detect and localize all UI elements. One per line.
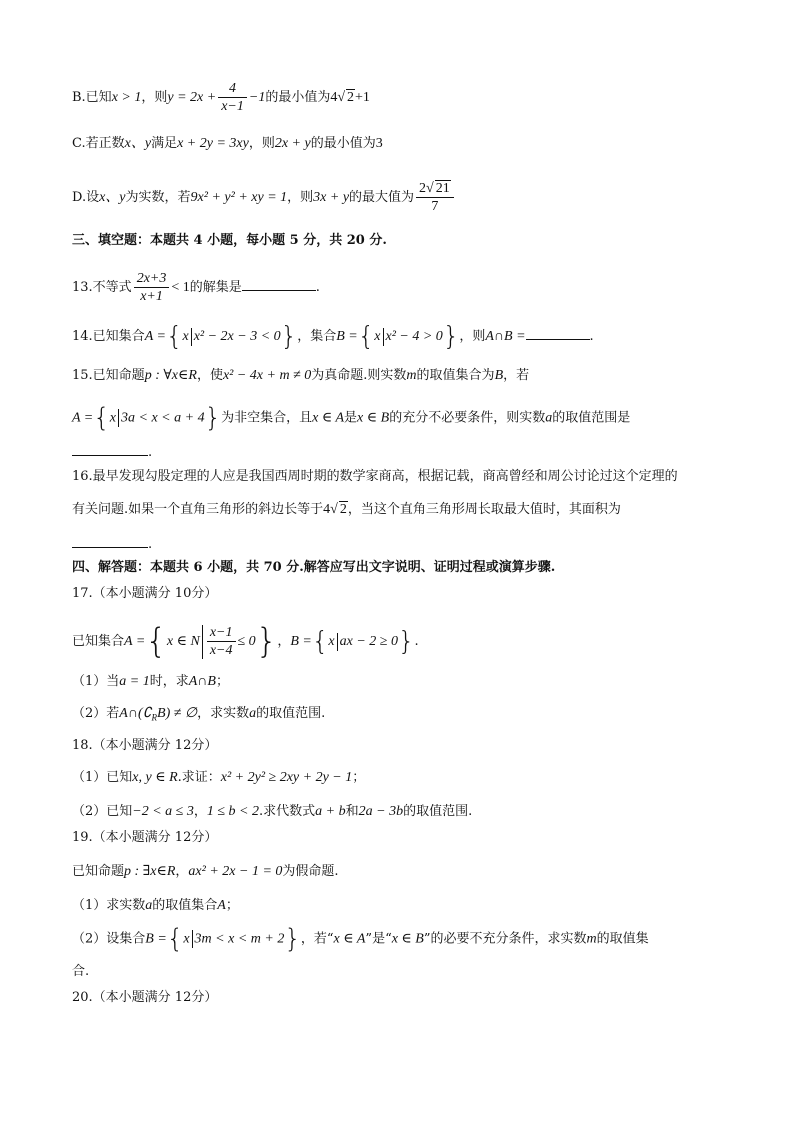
q19-p: p : ∃x∈R bbox=[124, 864, 176, 879]
q15-text4: ，若 bbox=[503, 368, 530, 383]
q19-p2-set: B = bbox=[145, 931, 167, 947]
fraction-denominator: x−4 bbox=[209, 643, 233, 658]
question-19 bbox=[72, 862, 722, 882]
q17-setb-cond: ax − 2 ≥ 0 bbox=[339, 634, 398, 649]
fraction-numerator: x−1 bbox=[207, 624, 236, 642]
option-d-text3: 的最大值为 bbox=[349, 190, 415, 205]
q13-prefix: 13.不等式 bbox=[72, 280, 132, 295]
q15-a: a bbox=[545, 410, 553, 426]
q15-prefix: 15.已知命题 bbox=[72, 368, 145, 383]
q17-p1-text: 时，求 bbox=[149, 674, 189, 689]
option-b-answer-post: +1 bbox=[355, 90, 370, 105]
q19-p2-c1: x ∈ A bbox=[333, 931, 366, 947]
q15-set-var: x bbox=[109, 410, 117, 426]
q18-part-1 bbox=[72, 768, 722, 788]
q17-p1-end: ； bbox=[215, 674, 229, 689]
fraction-numerator: 4 bbox=[218, 80, 247, 98]
section-4-title: 四、解答题：本题共 6 小题，共 70 分.解答应写出文字说明、证明过程或演算步骤. bbox=[72, 560, 556, 575]
q17-p2-sub: R bbox=[151, 712, 158, 723]
q19-p2-text3: ”的必要不充分条件，求实数 bbox=[423, 931, 587, 947]
question-15 bbox=[72, 366, 722, 386]
fraction-denominator: x−1 bbox=[221, 99, 244, 114]
answer-blank bbox=[72, 441, 148, 456]
q14-prefix: 14.已知集合 bbox=[72, 329, 145, 344]
question-16: 16.最早发现勾股定理的人应是我国西周时期的数学家商高，根据记载，商高曾经和周公讨论过这个定理的 bbox=[72, 469, 678, 484]
q19-p1-a: a bbox=[145, 898, 153, 913]
q15-text1: ，使 bbox=[196, 368, 223, 383]
q17-p2-text: ，求实数 bbox=[197, 706, 250, 721]
q17-p2-expr2: B) ≠ ∅ bbox=[157, 706, 198, 721]
option-c bbox=[72, 134, 722, 154]
q20-header: 20.（本小题满分 12分） bbox=[72, 990, 218, 1005]
q17-pre: 已知集合 bbox=[72, 634, 125, 649]
option-b-expr-post: −1 bbox=[248, 90, 266, 105]
q13-text: 的解集是 bbox=[189, 280, 242, 295]
option-b-answer-sqrt: 2 bbox=[347, 90, 355, 105]
option-d-vars: x、y bbox=[99, 190, 126, 205]
answer-denominator: 7 bbox=[431, 199, 439, 214]
q17-seta-rel: ≤ 0 bbox=[237, 634, 256, 649]
q19-p2-text4: 的取值集 bbox=[596, 931, 649, 947]
q18-p2-c2: 1 ≤ b < 2 bbox=[206, 804, 260, 819]
q19-p1-text: 的取值集合 bbox=[152, 898, 218, 913]
question-16-line-2: 有关问题.如果一个直角三角形的斜边长等于4√ 2，当这个直角三角形周长取最大值时，其面积为 bbox=[72, 502, 621, 517]
fraction-numerator: 2x+3 bbox=[134, 270, 170, 288]
q14-text: ，则 bbox=[459, 329, 486, 344]
option-d-expr: 3x + y bbox=[313, 190, 350, 205]
q13-end: . bbox=[315, 280, 320, 295]
q18-p2-sep: ， bbox=[193, 804, 207, 819]
option-b-text: 的最小值为 bbox=[265, 90, 331, 105]
q19-sep: ， bbox=[175, 864, 189, 879]
q19-p2-text1: ，若“ bbox=[300, 931, 334, 947]
q18-p2-c1: −2 < a ≤ 3 bbox=[132, 804, 194, 819]
option-c-answer: 3 bbox=[375, 136, 383, 151]
q16-sqrt: 2 bbox=[339, 502, 347, 517]
q15-set-cond: 3a < x < a + 4 bbox=[121, 410, 205, 426]
q14-end: . bbox=[589, 329, 594, 344]
option-d bbox=[72, 180, 722, 215]
q14-seta-cond: x² − 2x − 3 < 0 bbox=[193, 329, 281, 344]
option-d-text1: 为实数，若 bbox=[125, 190, 191, 205]
q17-setb-var: x bbox=[328, 634, 335, 649]
q18-p2-and: 和 bbox=[345, 804, 359, 819]
q17-seta: A = bbox=[124, 634, 146, 649]
option-c-text3: 的最小值为 bbox=[310, 136, 376, 151]
q18-p2-e1: a + b bbox=[315, 804, 346, 819]
q19-text: 为假命题. bbox=[282, 864, 339, 879]
section-3-title: 三、填空题：本题共 4 小题，每小题 5 分，共 20 分. bbox=[72, 233, 387, 248]
fraction-denominator: x+1 bbox=[140, 289, 163, 304]
q19-p2-cond: 3m < x < m + 2 bbox=[194, 931, 285, 947]
option-b-cond: x > 1 bbox=[111, 90, 142, 105]
q16-coef: 4 bbox=[323, 502, 331, 517]
option-d-answer-fraction: $\frac{2√ 21}{7}$ bbox=[416, 180, 454, 215]
question-16-line-3 bbox=[72, 533, 722, 555]
option-c-text1: 满足 bbox=[151, 136, 178, 151]
option-b-prefix: B.已知 bbox=[72, 90, 112, 105]
q15-line2-text1: 为非空集合，且 bbox=[221, 410, 313, 426]
option-d-prefix: D.设 bbox=[72, 190, 100, 205]
q17-header: 17.（本小题满分 10分） bbox=[72, 586, 218, 601]
q15-end: . bbox=[148, 445, 153, 460]
q19-p1-end: ； bbox=[225, 898, 239, 913]
q19-p2-m: m bbox=[586, 931, 597, 947]
question-13 bbox=[72, 270, 722, 305]
option-b-answer-coef: 4 bbox=[330, 90, 338, 105]
q19-p1-set: A bbox=[217, 898, 226, 913]
q15-text3: 的取值集合为 bbox=[416, 368, 495, 383]
q18-p2-text: .求代数式 bbox=[259, 804, 316, 819]
q19-p2-text2: ”是“ bbox=[365, 931, 392, 947]
option-d-text2: ，则 bbox=[287, 190, 314, 205]
q18-part-2 bbox=[72, 802, 722, 822]
q18-p1-vars: x, y ∈ R bbox=[132, 770, 178, 785]
q19-p1-pre: （1）求实数 bbox=[72, 898, 146, 913]
q17-p1-cond: a = 1 bbox=[119, 674, 150, 689]
q19-p2-c2: x ∈ B bbox=[391, 931, 424, 947]
q14-seta-var: x bbox=[182, 329, 189, 344]
q15-line2-text2: 是 bbox=[344, 410, 358, 426]
q15-line2-text4: 的取值范围是 bbox=[552, 410, 631, 426]
q18-p2-end: 的取值范围. bbox=[403, 804, 473, 819]
q18-header: 18.（本小题满分 12分） bbox=[72, 738, 218, 753]
q15-b: B bbox=[494, 368, 504, 383]
q15-m: m bbox=[406, 368, 417, 383]
q18-p1-end: ； bbox=[352, 770, 366, 785]
q18-p2-pre: （2）已知 bbox=[72, 804, 133, 819]
q19-part-1 bbox=[72, 896, 722, 916]
q19-part-2-line-2: 合. bbox=[72, 964, 90, 979]
q17-seta-fraction bbox=[207, 624, 236, 659]
q18-p2-e2: 2a − 3b bbox=[358, 804, 404, 819]
option-b-fraction bbox=[218, 80, 247, 115]
question-15-line-2: A ={x 3a < x < a + 4}为非空集合，且x ∈ A是x ∈ B的充分不必要条件，则实数a的取值范围是 bbox=[72, 403, 631, 433]
q14-setb-name: B = bbox=[336, 329, 358, 344]
option-c-prefix: C.若正数 bbox=[72, 136, 125, 151]
answer-blank bbox=[72, 533, 148, 548]
answer-blank bbox=[242, 276, 316, 291]
q16-line2-post: ，当这个直角三角形周长取最大值时，其面积为 bbox=[347, 502, 621, 517]
q16-line2-pre: 有关问题.如果一个直角三角形的斜边长等于 bbox=[72, 502, 324, 517]
q15-set-a: A = bbox=[72, 410, 94, 426]
q17-end: . bbox=[414, 634, 419, 649]
q17-sep: ， bbox=[277, 634, 291, 649]
q17-p2-end: 的取值范围. bbox=[256, 706, 326, 721]
q15-c1: x ∈ A bbox=[312, 410, 345, 426]
option-c-vars: x、y bbox=[124, 136, 152, 151]
question-17: 已知集合A ={x ∈ N $\frac{x-1}{x-4}$ ≤ 0}，B ={x ax − 2 ≥ 0}. bbox=[72, 621, 419, 662]
option-c-eq: x + 2y = 3xy bbox=[177, 136, 249, 151]
q17-part-1 bbox=[72, 672, 722, 692]
q15-cond: x² − 4x + m ≠ 0 bbox=[222, 368, 312, 383]
q14-seta-name: A = bbox=[144, 329, 166, 344]
q14-setb-cond: x² − 4 > 0 bbox=[385, 329, 443, 344]
answer-blank bbox=[526, 325, 590, 340]
q18-p1-text: .求证： bbox=[177, 770, 221, 785]
q17-p1-pre: （1）当 bbox=[72, 674, 120, 689]
q17-p2-expr: A∩(∁ bbox=[119, 706, 152, 721]
q19-p2-pre: （2）设集合 bbox=[72, 931, 146, 947]
q19-eq: ax² + 2x − 1 = 0 bbox=[188, 864, 283, 879]
option-b-comma: ，则 bbox=[141, 90, 168, 105]
option-c-text2: ，则 bbox=[248, 136, 275, 151]
q17-part-2 bbox=[72, 704, 722, 728]
q15-line2-text3: 的充分不必要条件，则实数 bbox=[389, 410, 546, 426]
q15-p: p : ∀x∈R bbox=[144, 368, 197, 383]
option-b: B.已知x > 1，则y = 2x + $\frac{4}{x-1}$ −1的最小值为4√ 2+1 bbox=[72, 81, 370, 114]
answer-num-sqrt: 21 bbox=[435, 181, 450, 196]
q17-p2-a: a bbox=[249, 706, 257, 721]
option-b-expr: y = 2x + bbox=[167, 90, 217, 105]
q17-p1-expr: A∩B bbox=[188, 674, 216, 689]
option-c-expr: 2x + y bbox=[274, 136, 311, 151]
question-15-line-3 bbox=[72, 441, 722, 463]
q13-fraction bbox=[134, 270, 170, 305]
q17-seta-var: x ∈ N bbox=[166, 634, 200, 649]
q13-rel: < 1 bbox=[171, 280, 190, 295]
q19-part-2: （2）设集合B ={x 3m < x < m + 2}，若“x ∈ A”是“x ∈ B”的必要不充分条件，求实数m的取值集 bbox=[72, 924, 649, 954]
q17-p2-pre: （2）若 bbox=[72, 706, 120, 721]
q19-p2-var: x bbox=[183, 931, 190, 947]
q16-end: . bbox=[148, 537, 153, 552]
q17-setb: B = bbox=[290, 634, 312, 649]
q19-pre: 已知命题 bbox=[72, 864, 125, 879]
q18-p1-expr: x² + 2y² ≥ 2xy + 2y − 1 bbox=[220, 770, 353, 785]
q15-c2: x ∈ B bbox=[357, 410, 390, 426]
option-d-eq: 9x² + y² + xy = 1 bbox=[190, 190, 288, 205]
q15-text2: 为真命题.则实数 bbox=[311, 368, 407, 383]
q19-header: 19.（本小题满分 12分） bbox=[72, 830, 218, 845]
q14-expr: A∩B = bbox=[485, 329, 526, 344]
q18-p1-pre: （1）已知 bbox=[72, 770, 133, 785]
answer-num-coef: 2 bbox=[419, 181, 427, 196]
question-14: 14.已知集合A ={x x² − 2x − 3 < 0}，集合B ={x x² − 4 > 0}，则A∩B = . bbox=[72, 321, 594, 352]
q14-setb-var: x bbox=[374, 329, 381, 344]
q14-mid: ，集合 bbox=[297, 329, 337, 344]
